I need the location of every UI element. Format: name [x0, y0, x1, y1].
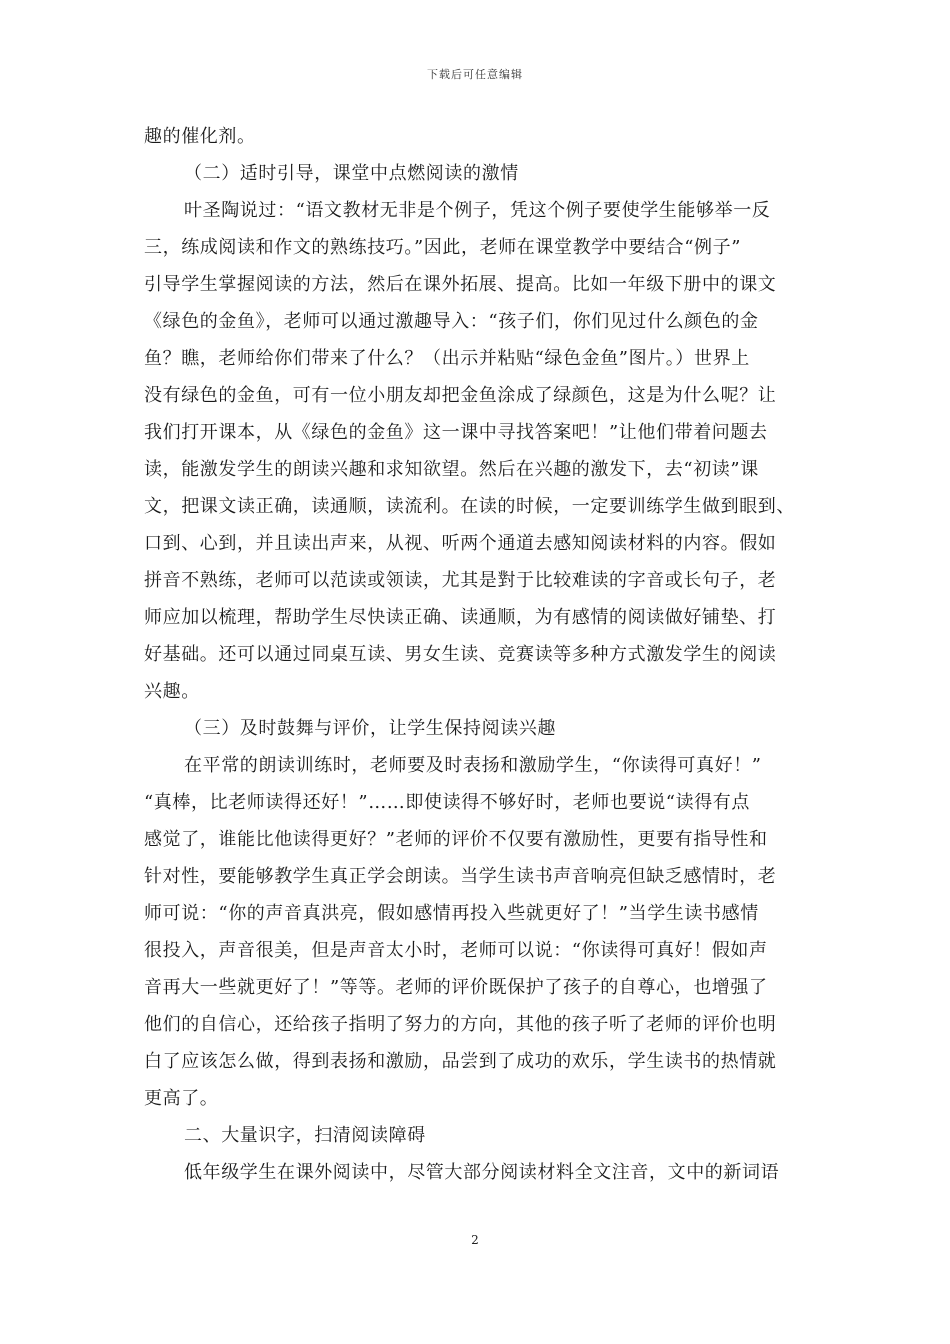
body-line: 读，能激发学生的朗读兴趣和求知欲望。然后在兴趣的激发下，去“初读”课 — [144, 459, 759, 480]
section-heading: （二）适时引导，课堂中点燃阅读的激情 — [184, 163, 519, 184]
body-line: 拼音不熟练，老师可以范读或领读，尤其是對于比较难读的字音或长句子，老 — [144, 570, 777, 591]
body-line: “真棒，比老师读得还好！”……即使读得不够好时，老师也要说“读得有点 — [144, 792, 751, 813]
body-line: 他们的自信心，还给孩子指明了努力的方向，其他的孩子听了老师的评价也明 — [144, 1014, 777, 1035]
body-line: 白了应该怎么做，得到表扬和激励，品尝到了成功的欢乐，学生读书的热情就 — [144, 1051, 777, 1072]
body-line: 三，练成阅读和作文的熟练技巧。”因此，老师在课堂教学中要结合“例子” — [144, 237, 742, 258]
body-line: 兴趣。 — [144, 681, 200, 702]
paragraph-start: 低年级学生在课外阅读中，尽管大部分阅读材料全文注音，文中的新词语 — [184, 1162, 780, 1183]
section-heading: （三）及时鼓舞与评价，让学生保持阅读兴趣 — [184, 718, 556, 739]
body-line: 更高了。 — [144, 1088, 219, 1109]
body-line: 趣的催化剂。 — [144, 126, 256, 147]
body-line: 针对性，要能够教学生真正学会朗读。当学生读书声音响亮但缺乏感情时，老 — [144, 866, 777, 887]
body-line: 师应加以梳理，帮助学生尽快读正确、读通顺，为有感情的阅读做好铺垫、打 — [144, 607, 777, 628]
page-header: 下载后可任意编辑 — [427, 68, 523, 81]
document-body — [144, 118, 824, 1191]
body-line: 引导学生掌握阅读的方法，然后在课外拓展、提高。比如一年级下册中的课文 — [144, 274, 777, 295]
paragraph-start: 叶圣陶说过：“语文教材无非是个例子，凭这个例子要使学生能够举一反 — [184, 200, 771, 221]
body-line: 音再大一些就更好了！”等等。老师的评价既保护了孩子的自尊心，也增强了 — [144, 977, 768, 998]
body-line: 没有绿色的金鱼，可有一位小朋友却把金鱼涂成了绿颜色，这是为什么呢？让 — [144, 385, 777, 406]
section-heading: 二、大量识字，扫清阅读障碍 — [184, 1125, 426, 1146]
body-line: 我们打开课本，从《绿色的金鱼》这一课中寻找答案吧！”让他们带着问题去 — [144, 422, 768, 443]
page-number: 2 — [471, 1233, 479, 1247]
body-line: 《绿色的金鱼》，老师可以通过激趣导入：“孩子们，你们见过什么颜色的金 — [144, 311, 759, 332]
paragraph-start: 在平常的朗读训练时，老师要及时表扬和激励学生，“你读得可真好！” — [184, 755, 762, 776]
body-line: 口到、心到，并且读出声来，从视、听两个通道去感知阅读材料的内容。假如 — [144, 533, 777, 554]
body-line: 文，把课文读正确，读通顺，读流利。在读的时候，一定要训练学生做到眼到、 — [144, 496, 795, 517]
body-line: 感觉了，谁能比他读得更好？”老师的评价不仅要有激励性，更要有指导性和 — [144, 829, 768, 850]
body-line: 鱼？瞧，老师给你们带来了什么？（出示并粘贴“绿色金鱼”图片。）世界上 — [144, 348, 750, 369]
body-line: 很投入，声音很美，但是声音太小时，老师可以说：“你读得可真好！假如声 — [144, 940, 768, 961]
body-line: 师可说：“你的声音真洪亮，假如感情再投入些就更好了！”当学生读书感情 — [144, 903, 759, 924]
body-line: 好基础。还可以通过同桌互读、男女生读、竞赛读等多种方式激发学生的阅读 — [144, 644, 777, 665]
